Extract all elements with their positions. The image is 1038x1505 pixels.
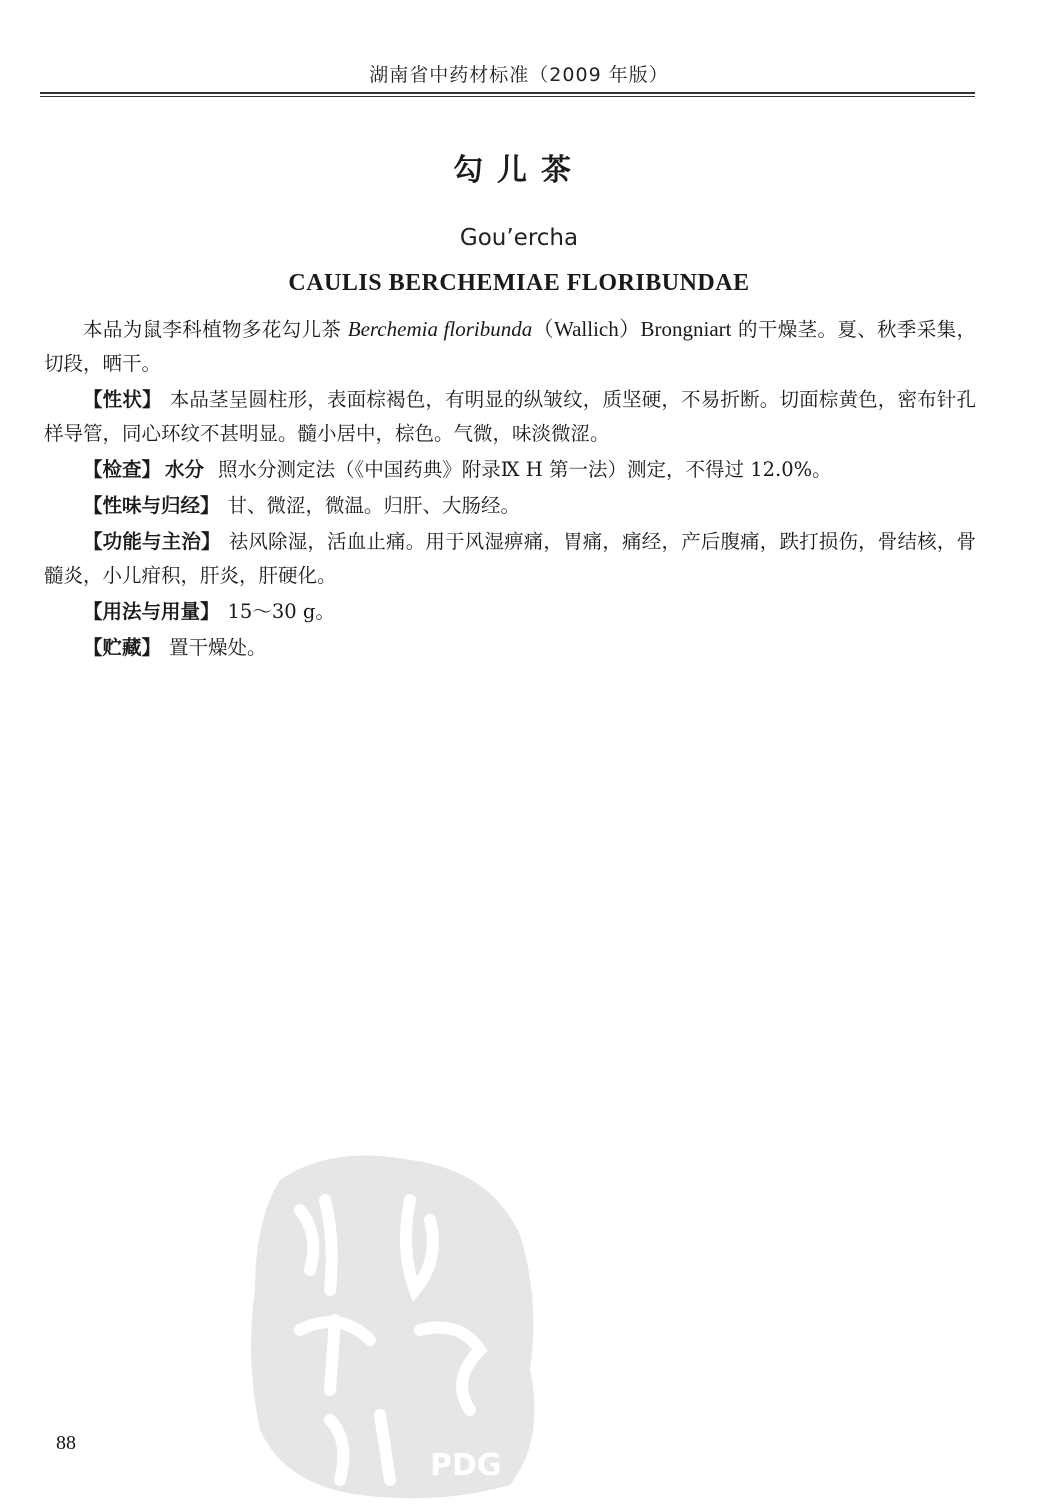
- section-text: 15～30 g。: [227, 600, 335, 623]
- section-description: [44, 383, 976, 451]
- section-storage: [44, 631, 976, 665]
- section-label: 【性味与归经】: [83, 494, 220, 517]
- running-header: 湖南省中药材标准（2009 年版）: [369, 64, 669, 86]
- header-rule-thin: [40, 96, 975, 97]
- species-authority: （Wallich）Brongniart: [532, 317, 732, 341]
- entry-pinyin: Gou’ercha: [459, 225, 579, 251]
- section-text: 本品茎呈圆柱形，表面棕褐色，有明显的纵皱纹，质坚硬，不易折断。切面棕黄色，密布针孔样导管，同心环纹不甚明显。髓小居中，棕色。气微，味淡微涩。: [44, 388, 976, 445]
- header-rule-thick: [40, 92, 975, 94]
- species-name: Berchemia floribunda: [347, 317, 533, 341]
- entry-title: 勾儿茶: [453, 153, 585, 188]
- section-inspection: [44, 453, 976, 487]
- watermark-text: PDG: [430, 1448, 502, 1483]
- monograph-body: [44, 312, 976, 665]
- intro-text-2: 的干燥茎。夏、秋季采集，切段，晒干。: [44, 318, 977, 375]
- watermark-seal-icon: [240, 1140, 560, 1505]
- section-label: 【性状】: [83, 388, 162, 411]
- section-text: 祛风除湿，活血止痛。用于风湿痹痛，胃痛，痛经，产后腹痛，跌打损伤，骨结核，骨髓炎，小儿疳积，肝炎，肝硬化。: [44, 530, 976, 587]
- section-text: 置干燥处。: [169, 636, 267, 659]
- section-usage-dosage: [44, 595, 976, 629]
- section-sublabel: 水分: [165, 458, 205, 481]
- page-number: 88: [56, 1432, 76, 1454]
- section-text: 甘、微涩，微温。归肝、大肠经。: [227, 494, 521, 517]
- section-label: 【贮藏】: [83, 636, 162, 659]
- section-label: 【用法与用量】: [83, 600, 220, 623]
- intro-text-1: 本品为鼠李科植物多花勾儿茶: [83, 318, 348, 341]
- section-label: 【功能与主治】: [83, 530, 221, 553]
- section-property-meridian: [44, 489, 976, 523]
- section-text: 照水分测定法（《中国药典》附录Ⅸ H 第一法）测定，不得过 12.0%。: [218, 458, 832, 481]
- entry-latin-name: CAULIS BERCHEMIAE FLORIBUNDAE: [288, 270, 750, 296]
- intro-paragraph: [44, 312, 976, 381]
- section-label: 【检查】: [83, 458, 162, 481]
- section-function-indication: [44, 525, 976, 593]
